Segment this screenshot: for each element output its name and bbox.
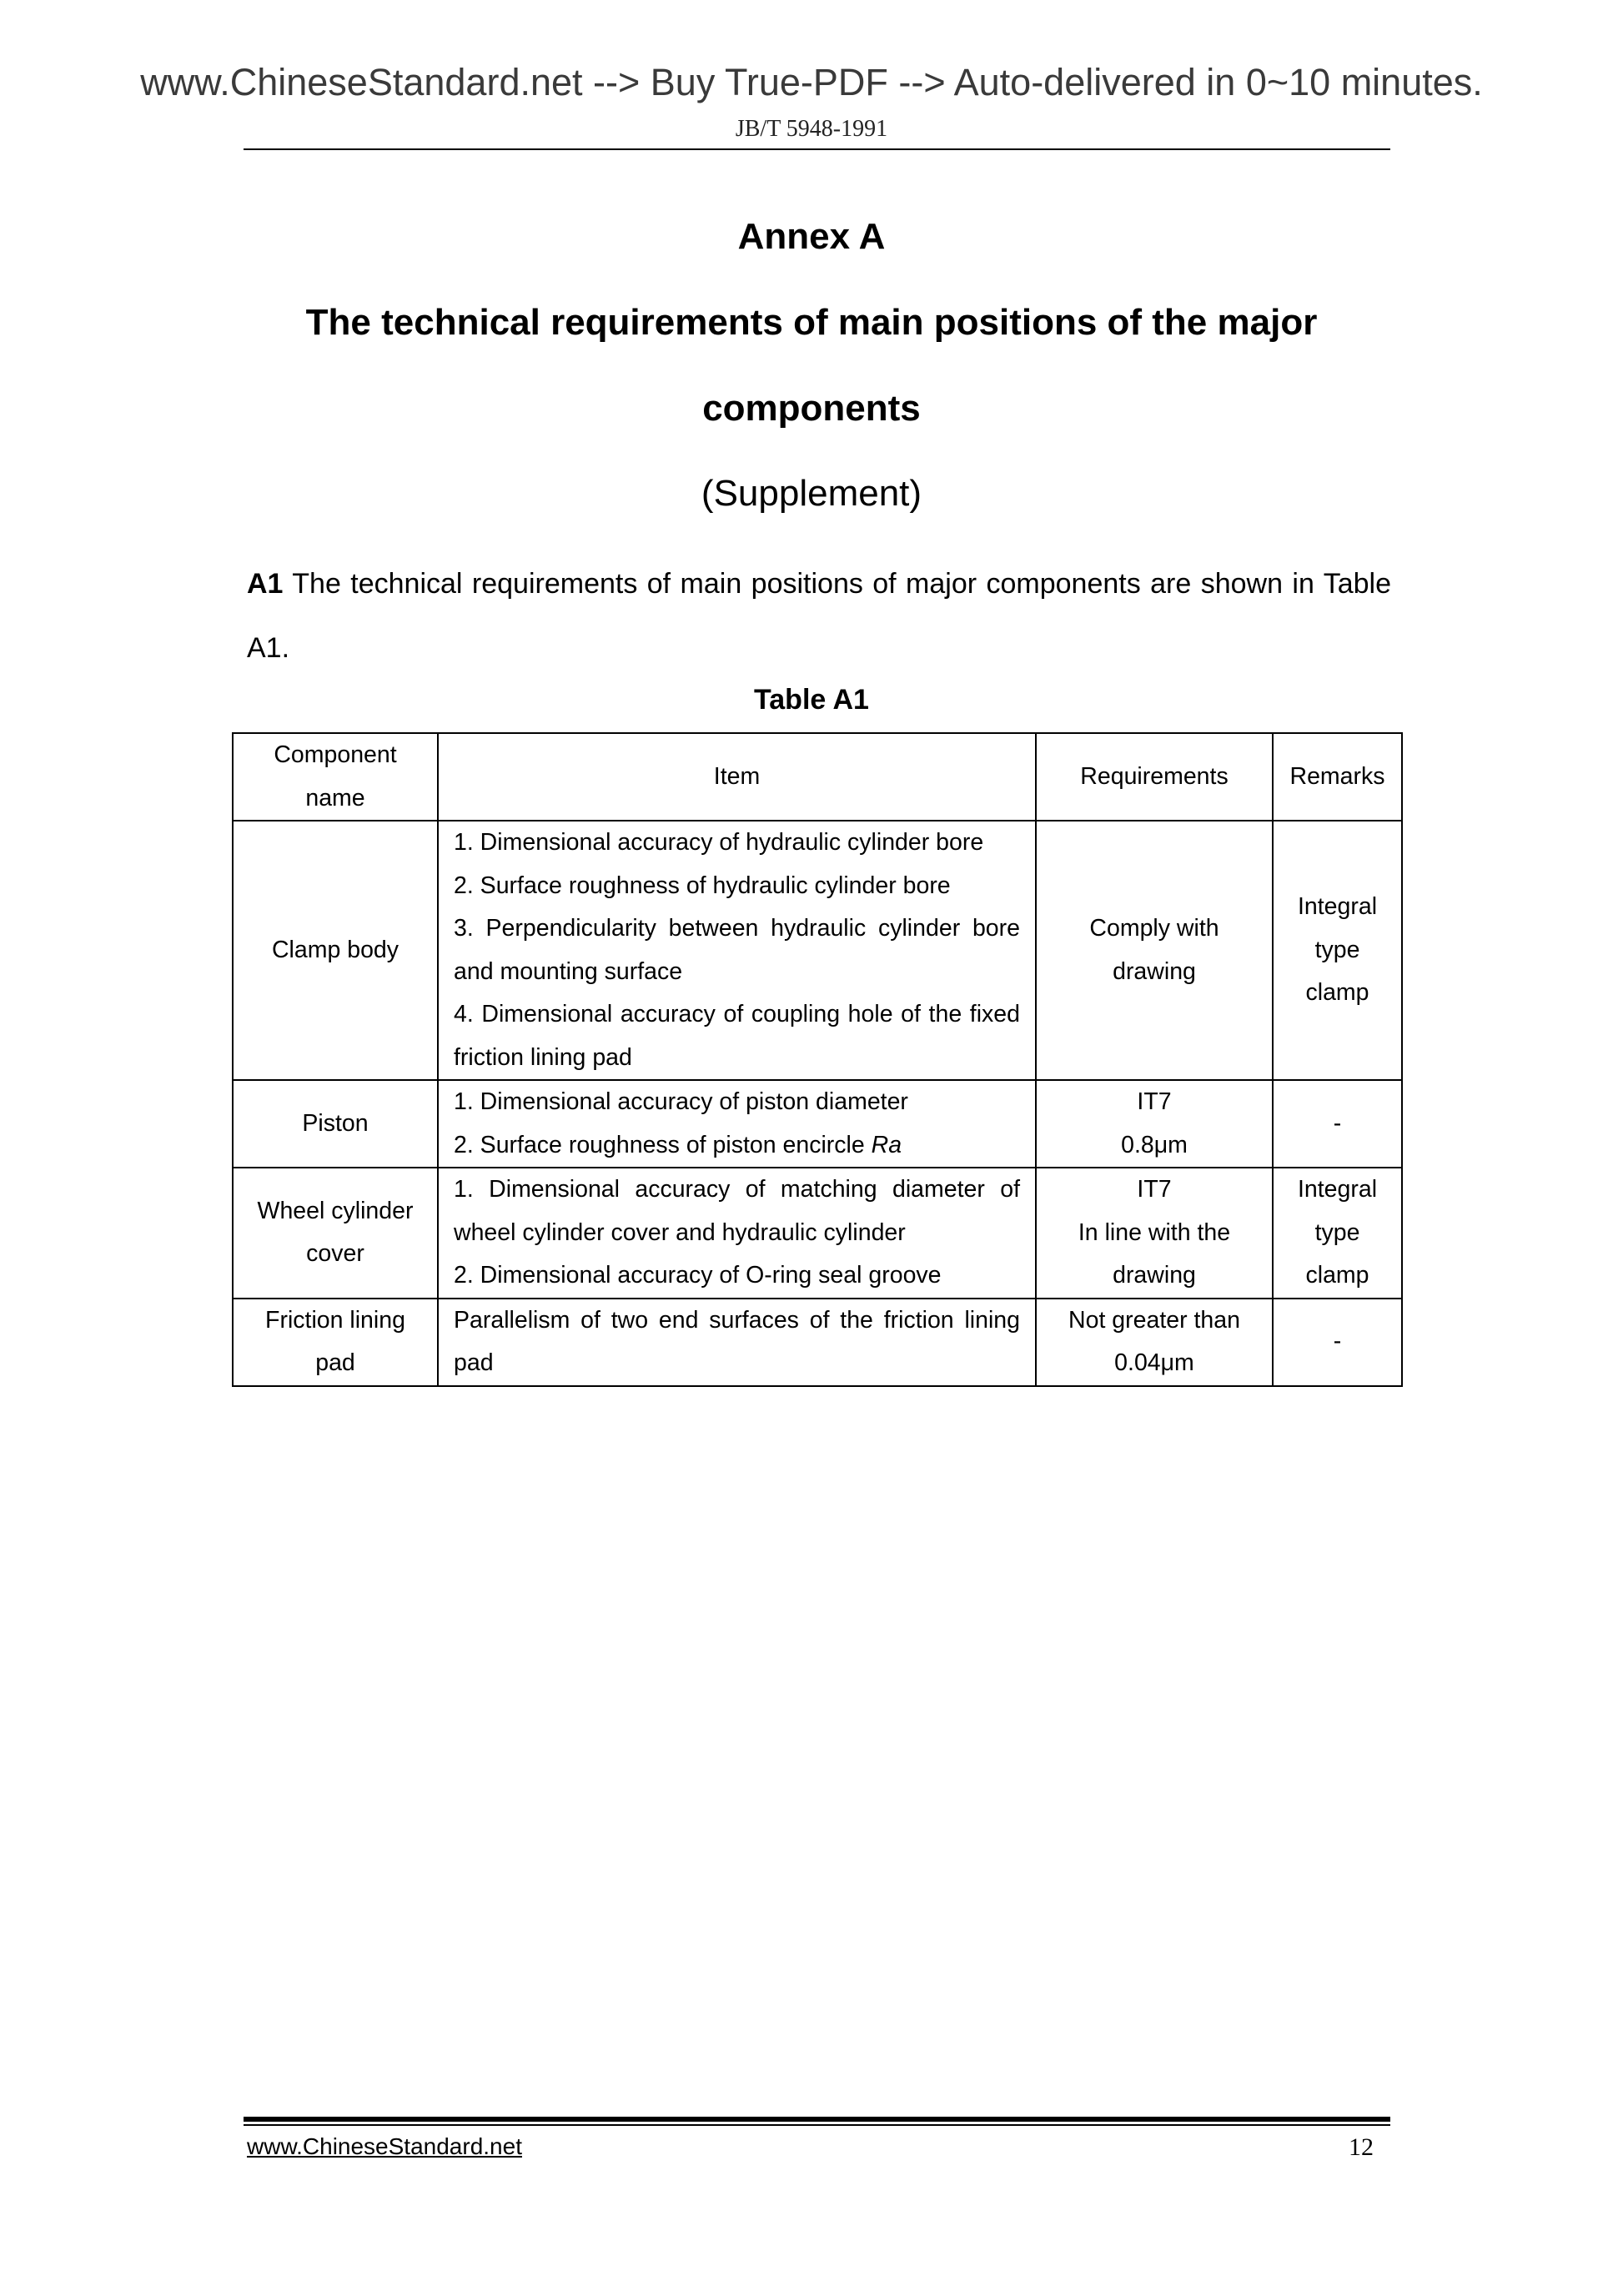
table-row [233,1080,1402,1168]
requirement-line: IT7 [1137,1176,1172,1203]
requirement-line: IT7 [1137,1088,1172,1115]
footer-divider-thin [244,2124,1390,2126]
item-line: 3. Perpendicularity between hydraulic cylinder bore and mounting surface [454,915,1020,985]
page-number: 12 [1349,2133,1374,2161]
requirements-table [232,732,1403,1387]
component-cell: Friction lining pad [233,1299,438,1386]
annex-label: Annex A [737,216,886,257]
requirements-cell [1036,1168,1273,1299]
table-row [233,1299,1402,1386]
header-requirements: Requirements [1036,733,1273,821]
requirement-line: 0.8μm [1121,1131,1188,1158]
requirements-cell: Comply with drawing [1036,821,1273,1080]
component-cell: Wheel cylinder cover [233,1168,438,1299]
item-cell [438,821,1036,1080]
component-cell: Clamp body [233,821,438,1080]
table-caption: Table A1 [754,684,869,716]
table-row [233,821,1402,1080]
remarks-cell: - [1273,1080,1402,1168]
item-line: 1. Dimensional accuracy of hydraulic cylinder bore [454,829,984,856]
annex-title-line-1: The technical requirements of main positions of the major [305,302,1318,343]
remarks-cell: - [1273,1299,1402,1386]
requirements-cell: Not greater than 0.04μm [1036,1299,1273,1386]
clause-a1-paragraph [247,552,1391,681]
table-row [233,1168,1402,1299]
document-number: JB/T 5948-1991 [735,116,888,142]
item-line: 1. Dimensional accuracy of piston diameter [454,1088,908,1115]
item-line-text: 2. Surface roughness of piston encircle [454,1131,865,1158]
footer-website-link[interactable]: www.ChineseStandard.net [247,2133,522,2159]
roughness-symbol: Ra [871,1131,902,1158]
item-cell [438,1168,1036,1299]
annex-title-line-2: components [702,388,921,429]
header-remarks: Remarks [1273,733,1402,821]
remarks-cell: Integral type clamp [1273,821,1402,1080]
annex-supplement-note: (Supplement) [701,473,922,514]
requirement-line: In line with the drawing [1078,1218,1231,1289]
clause-text: The technical requirements of main positions of major components are shown in Table A1. [247,568,1391,664]
item-line: 2. Surface roughness of hydraulic cylinder bore [454,872,951,899]
item-cell [438,1299,1036,1386]
item-line-with-symbol [454,1124,1020,1168]
item-line: 2. Dimensional accuracy of O-ring seal groove [454,1262,942,1289]
top-banner[interactable]: www.ChineseStandard.net --> Buy True-PDF --> Auto-delivered in 0~10 minutes. [140,61,1483,103]
clause-number: A1 [247,568,284,600]
item-line: Parallelism of two end surfaces of the friction lining pad [454,1306,1020,1376]
item-cell [438,1080,1036,1168]
table-header-row [233,733,1402,821]
requirements-cell [1036,1080,1273,1168]
item-line: 4. Dimensional accuracy of coupling hole of the fixed friction lining pad [454,1001,1020,1071]
header-item: Item [438,733,1036,821]
component-cell: Piston [233,1080,438,1168]
header-component-name: Component name [233,733,438,821]
remarks-cell: Integral type clamp [1273,1168,1402,1299]
item-line: 1. Dimensional accuracy of matching diameter of wheel cylinder cover and hydraulic cylinder [454,1176,1020,1246]
header-divider [244,148,1390,150]
footer-divider-thick [244,2117,1390,2122]
